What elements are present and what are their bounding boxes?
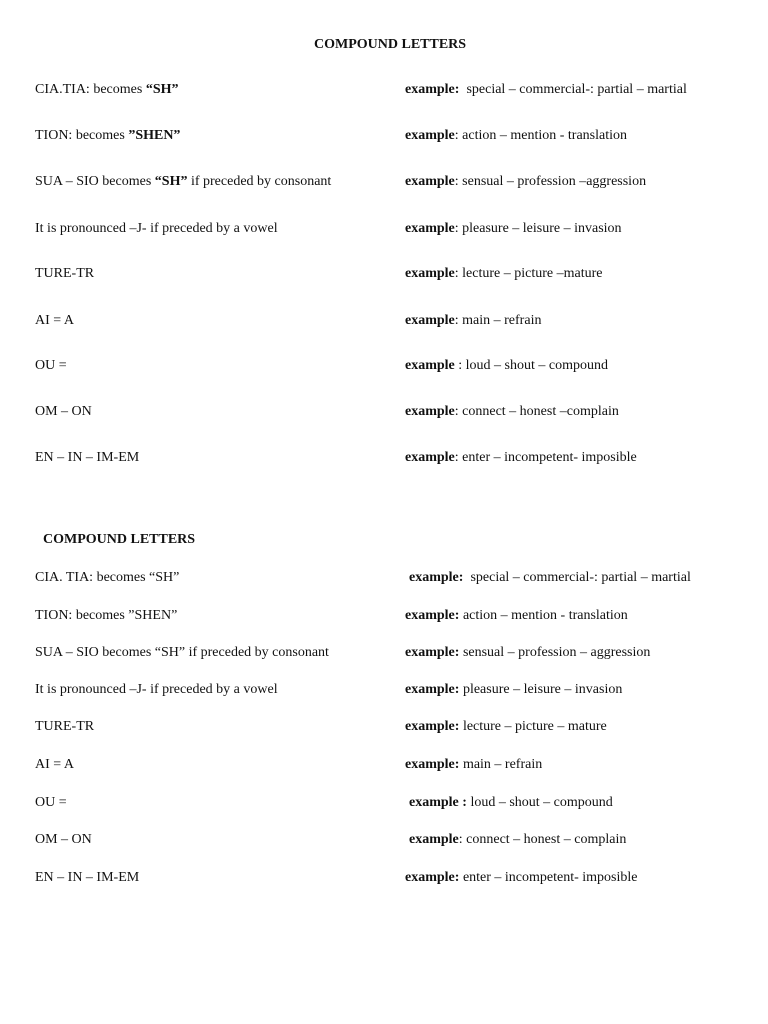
rule-text: EN – IN – IM-EM — [35, 450, 140, 465]
section2-row — [0, 719, 768, 739]
section1-row — [0, 450, 768, 470]
example-text: example: connect – honest –complain — [405, 404, 619, 419]
section2-row — [0, 570, 768, 590]
section1-row — [0, 82, 768, 102]
section2-row — [0, 645, 768, 665]
example-text: example: action – mention - translation — [405, 128, 628, 143]
example-text: example: action – mention - translation — [405, 608, 628, 623]
rule-text: OM – ON — [35, 404, 92, 419]
example-text: example: lecture – picture –mature — [405, 266, 603, 281]
section1-row — [0, 313, 768, 333]
rule-text: SUA – SIO becomes “SH” if preceded by consonant — [35, 174, 332, 189]
section2-row — [0, 608, 768, 628]
rule-text: SUA – SIO becomes “SH” if preceded by consonant — [35, 645, 329, 660]
rule-text: EN – IN – IM-EM — [35, 870, 140, 885]
rule-text: CIA.TIA: becomes “SH” — [35, 82, 179, 97]
rule-text: TURE-TR — [35, 266, 95, 281]
rule-text: OM – ON — [35, 832, 92, 847]
example-text: example: special – commercial-: partial – martial — [409, 570, 691, 585]
section1-row — [0, 404, 768, 424]
section2-row — [0, 682, 768, 702]
rule-text: CIA. TIA: becomes “SH” — [35, 570, 180, 585]
section1-row — [0, 358, 768, 378]
example-text: example: sensual – profession –aggression — [405, 174, 647, 189]
example-text: example: sensual – profession – aggression — [405, 645, 651, 660]
example-text: example : loud – shout – compound — [409, 795, 613, 810]
rule-text: AI = A — [35, 313, 75, 328]
example-text: example: pleasure – leisure – invasion — [405, 221, 622, 236]
example-text: example: connect – honest – complain — [409, 832, 627, 847]
section1-row — [0, 174, 768, 194]
section1-row — [0, 221, 768, 241]
section2-row — [0, 870, 768, 890]
section1-row — [0, 266, 768, 286]
example-text: example: main – refrain — [405, 757, 543, 772]
rule-text: It is pronounced –J- if preceded by a vowel — [35, 221, 278, 236]
example-text: example: special – commercial-: partial – martial — [405, 82, 687, 97]
rule-text: It is pronounced –J- if preceded by a vowel — [35, 682, 278, 697]
rule-text: TION: becomes ”SHEN” — [35, 608, 178, 623]
rule-text: OU = — [35, 795, 67, 810]
example-text: example: enter – incompetent- imposible — [405, 870, 638, 885]
example-text: example: enter – incompetent- imposible — [405, 450, 637, 465]
section2-row — [0, 832, 768, 852]
example-text: example: main – refrain — [405, 313, 542, 328]
example-text: example : loud – shout – compound — [405, 358, 608, 373]
rule-text: AI = A — [35, 757, 75, 772]
section2-row — [0, 795, 768, 815]
rule-text: TURE-TR — [35, 719, 95, 734]
section1-title: COMPOUND LETTERS — [314, 37, 467, 52]
example-text: example: pleasure – leisure – invasion — [405, 682, 623, 697]
section1-row — [0, 128, 768, 148]
rule-text: OU = — [35, 358, 67, 373]
rule-text: TION: becomes ”SHEN” — [35, 128, 181, 143]
section2-row — [0, 757, 768, 777]
section2-title: COMPOUND LETTERS — [43, 532, 196, 547]
example-text: example: lecture – picture – mature — [405, 719, 607, 734]
